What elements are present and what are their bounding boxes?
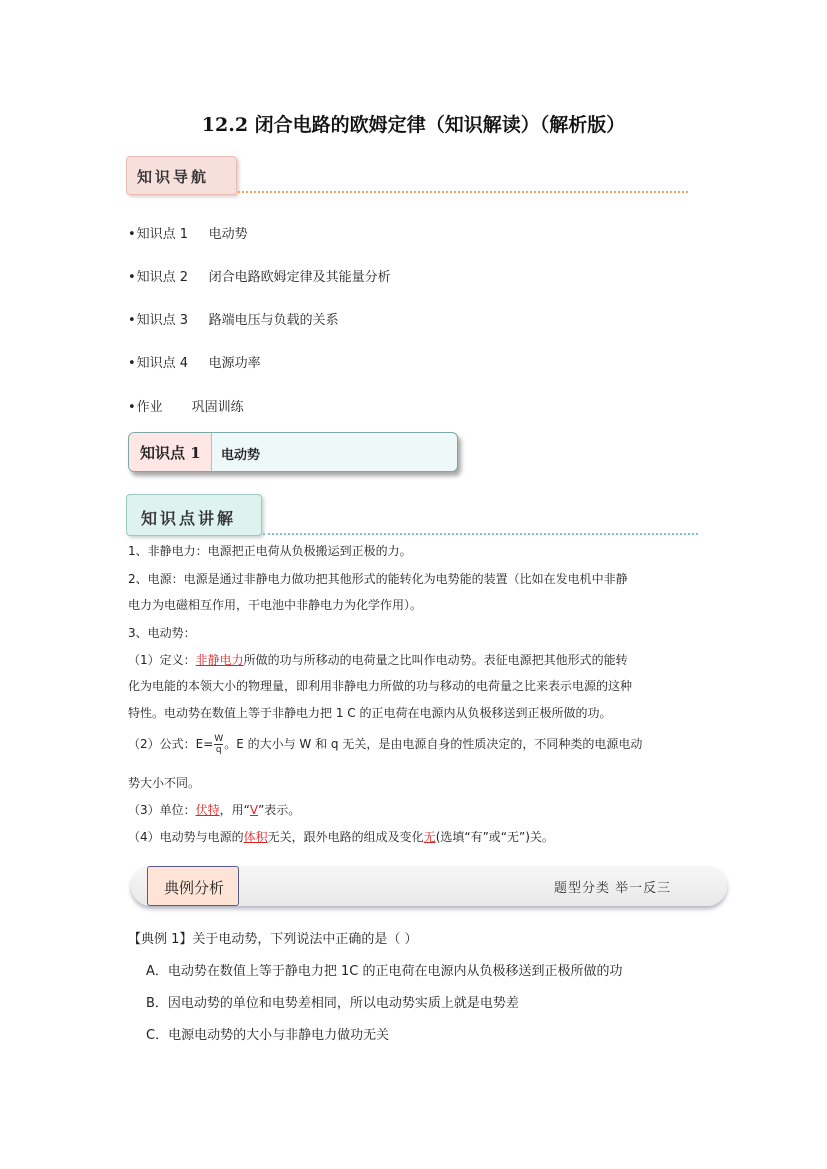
answer-fill: V — [249, 803, 259, 817]
paragraph-line: 化为电能的本领大小的物理量，即利用非静电力所做的功与移动的电荷量之比来表示电源的这种 — [128, 679, 633, 693]
formula-fraction — [214, 734, 223, 755]
text: ，用“ — [219, 803, 250, 817]
toc-label: 电源功率 — [208, 356, 261, 371]
toc-label: 巩固训练 — [191, 400, 244, 415]
toc-item[interactable] — [128, 352, 261, 371]
text: 。E 的大小与 W 和 q 无关，是由电源自身的性质决定的，不同种类的电源电动 — [224, 737, 643, 751]
answer-fill: 非静电力 — [195, 653, 244, 667]
toc-number: 知识点 2 — [136, 270, 189, 285]
answer-fill: 无 — [423, 830, 436, 844]
bullet: • — [128, 270, 136, 285]
answer-fill: 体积 — [243, 830, 268, 844]
text: （2）公式：E= — [128, 737, 214, 751]
toc-item[interactable] — [128, 396, 244, 415]
question-text: 【典例 1】关于电动势，下列说法中正确的是（ ） — [128, 932, 418, 947]
paragraph-line: 3、电动势： — [128, 626, 196, 640]
knowledge-explanation-banner: 知识点讲解 — [126, 494, 262, 536]
toc-number: 知识点 4 — [136, 356, 189, 371]
knowledge-point-title: 电动势 — [221, 448, 261, 463]
text: (选填“有”或“无”)关。 — [435, 830, 554, 844]
toc-label: 路端电压与负载的关系 — [208, 313, 339, 328]
text: ”表示。 — [258, 803, 301, 817]
knowledge-point-header — [128, 432, 458, 472]
fraction-numerator: W — [214, 734, 224, 744]
bullet: • — [128, 356, 136, 371]
paragraph-line: 势大小不同。 — [128, 776, 201, 790]
paragraph-line: 1、非静电力：电源把正电荷从负极搬运到正极的力。 — [128, 544, 412, 558]
knowledge-point-number: 知识点 1 — [129, 433, 212, 471]
text: 所做的功与所移动的电荷量之比叫作电动势。表征电源把其他形式的能转 — [243, 653, 628, 667]
formula-line — [128, 734, 642, 755]
divider — [238, 191, 688, 193]
paragraph-line: 2、电源：电源是通过非静电力做功把其他形式的能转化为电势能的装置（比如在发电机中非静 — [128, 572, 628, 586]
toc-item[interactable] — [128, 223, 248, 242]
option-b[interactable]: B．因电动势的单位和电势差相同，所以电动势实质上就是电势差 — [146, 996, 519, 1011]
example-analysis-label: 典例分析 — [147, 866, 239, 906]
toc-item[interactable] — [128, 309, 339, 328]
toc-number: 知识点 1 — [136, 227, 189, 242]
paragraph-line: 电力为电磁相互作用，干电池中非静电力为化学作用）。 — [128, 598, 423, 612]
toc-number: 作业 — [136, 400, 163, 415]
text: （4）电动势与电源的 — [128, 830, 244, 844]
text: （3）单位： — [128, 803, 196, 817]
knowledge-navigation-banner: 知识导航 — [126, 156, 237, 195]
text: （1）定义： — [128, 653, 196, 667]
unit-line — [128, 801, 300, 818]
toc-label: 闭合电路欧姆定律及其能量分析 — [208, 270, 391, 285]
option-a[interactable]: A．电动势在数值上等于静电力把 1C 的正电荷在电源内从负极移送到正极所做的功 — [146, 964, 623, 979]
definition-line — [128, 651, 628, 668]
toc-item[interactable] — [128, 266, 391, 285]
paragraph-line: 特性。电动势在数值上等于非静电力把 1 C 的正电荷在电源内从负极移送到正极所做的功。 — [128, 706, 612, 720]
property-line — [128, 828, 554, 845]
page-title: 12.2 闭合电路的欧姆定律（知识解读）（解析版） — [201, 114, 626, 136]
divider — [263, 533, 698, 535]
example-analysis-banner — [131, 866, 727, 906]
bullet: • — [128, 227, 136, 242]
text: 无关，跟外电路的组成及变化 — [267, 830, 424, 844]
toc-number: 知识点 3 — [136, 313, 189, 328]
example-analysis-subtitle: 题型分类 举一反三 — [554, 881, 672, 896]
bullet: • — [128, 313, 136, 328]
answer-fill: 伏特 — [195, 803, 220, 817]
option-c[interactable]: C．电源电动势的大小与非静电力做功无关 — [146, 1028, 390, 1043]
toc-label: 电动势 — [208, 227, 248, 242]
fraction-denominator: q — [215, 745, 222, 755]
bullet: • — [128, 400, 136, 415]
